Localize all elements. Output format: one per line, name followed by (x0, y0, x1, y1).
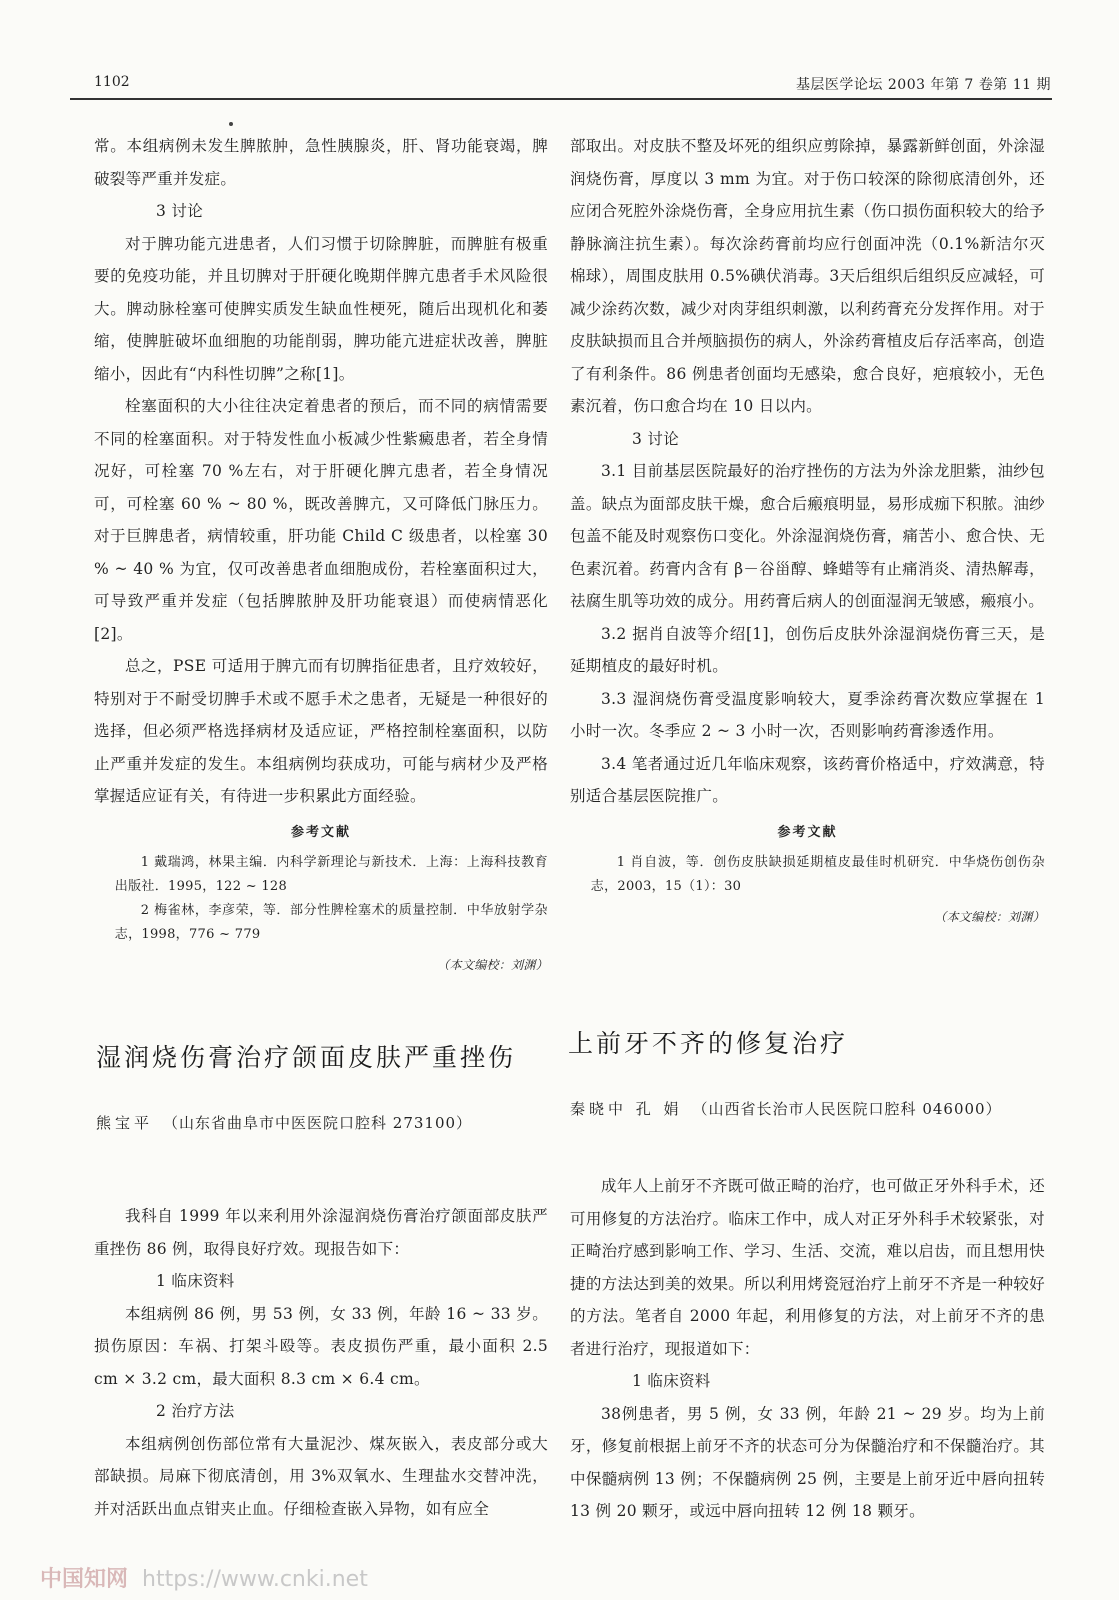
author-affiliation: （山西省长治市人民医院口腔科 046000） (692, 1100, 1002, 1118)
author-name: 秦晓中 孔 娟 (570, 1100, 683, 1118)
section-heading-discussion: 3 讨论 (632, 429, 679, 448)
journal-header: 基层医学论坛 2003 年第 7 卷第 11 期 (795, 77, 1051, 93)
author-name: 熊宝平 (96, 1114, 154, 1132)
intro-paragraph: 成年人上前牙不齐既可做正畸的治疗，也可做正牙外科手术，还可用修复的方法治疗。临床工作中，成人对正牙外科手术较紧张，对正畸治疗感到影响工作、学习、生活、交流，难以启齿，而且想用快捷的方法达到美的效果。所以利用烤瓷冠治疗上前牙不齐是一种较好的方法。笔者自 2000 年起，利用修复的方法，对上前牙不齐的患者进行治疗，现报道如下： (570, 1177, 1045, 1358)
watermark (40, 1562, 368, 1593)
page-number: 1102 (94, 74, 130, 90)
paragraph: 38例患者，男 5 例，女 33 例，年龄 21 ~ 29 岁。均为上前牙，修复前根据上前牙不齐的状态可分为保髓治疗和不保髓治疗。其中保髓病例 13 例；不保髓病例 25 例，主要是上前牙近中唇向扭转 13 例 20 颗牙，或远中唇向扭转 12 例 18 颗牙。 (570, 1404, 1045, 1520)
intro-paragraph: 我科自 1999 年以来利用外涂湿润烧伤膏治疗颌面部皮肤严重挫伤 86 例，取得良好疗效。现报告如下： (94, 1207, 548, 1258)
left-article-body (94, 1200, 548, 1525)
section-heading-method: 2 治疗方法 (156, 1402, 235, 1420)
reference-item: 2 梅雀林，李彦荣，等．部分性脾栓塞术的质量控制．中华放射学杂志，1998，776 ~ 779 (114, 903, 548, 942)
top-right-column (570, 130, 1045, 934)
section-heading-discussion: 3 讨论 (156, 202, 203, 220)
author-affiliation: （山东省曲阜市中医医院口腔科 273100） (163, 1114, 473, 1132)
top-left-column (94, 130, 548, 982)
author-line (96, 1112, 472, 1133)
paragraph: 总之，PSE 可适用于脾亢而有切脾指征患者，且疗效较好，特别对于不耐受切脾手术或不愿手术之患者，无疑是一种很好的选择，但必须严格选择病材及适应证，严格控制栓塞面积，以防止严重并发症的发生。本组病例均获成功，可能与病材少及严格掌握适应证有关，有待进一步积累此方面经验。 (94, 657, 548, 805)
article-title: 上前牙不齐的修复治疗 (568, 1029, 849, 1058)
header-rule (70, 98, 1052, 100)
references-heading: 参考文献 (290, 824, 351, 840)
reference-item: 1 肖自波，等．创伤皮肤缺损延期植皮最佳时机研究．中华烧伤创伤杂志，2003，15（1）：30 (590, 855, 1045, 894)
watermark-brand: 中国知网 (40, 1567, 129, 1592)
discussion-item: 3.1 目前基层医院最好的治疗挫伤的方法为外涂龙胆紫，油纱包盖。缺点为面部皮肤干燥，愈合后瘢痕明显，易形成痂下积脓。油纱包盖不能及时观察伤口变化。外涂湿润烧伤膏，痛苦小、愈合快、无色素沉着。药膏内含有 β－谷甾醇、蜂蜡等有止痛消炎、清热解毒，祛腐生肌等功效的成分。用药膏后病人的创面湿润无皱感，瘢痕小。 (570, 462, 1045, 610)
reference-item: 1 戴瑞鸿，林果主编．内科学新理论与新技术．上海：上海科技教育出版社．1995，122 ~ 128 (114, 855, 548, 894)
right-article-body (570, 1170, 1045, 1528)
continued-paragraph: 常。本组病例未发生脾脓肿，急性胰腺炎，肝、肾功能衰竭，脾破裂等严重并发症。 (94, 137, 548, 188)
discussion-item: 3.3 湿润烧伤膏受温度影响较大，夏季涂药膏次数应掌握在 1 小时一次。冬季应 2 ~ 3 小时一次，否则影响药膏渗透作用。 (570, 689, 1045, 740)
editor-note: （本文编校：刘渊） (934, 910, 1045, 924)
paragraph: 部取出。对皮肤不整及坏死的组织应剪除掉，暴露新鲜创面，外涂湿润烧伤膏，厚度以 3 mm 为宜。对于伤口较深的除彻底清创外，还应闭合死腔外涂烧伤膏，全身应用抗生素（伤口损伤面积较大的给予静脉滴注抗生素）。每次涂药膏前均应行创面冲洗（0.1%新洁尔灭棉球），周围皮肤用 0.5%碘伏消毒。3天后组织后组织反应减轻，可减少涂药次数，减少对肉芽组织刺激，以利药膏充分发挥作用。对于皮肤缺损而且合并颅脑损伤的病人，外涂药膏植皮后存活率高，创造了有利条件。86 例患者创面均无感染，愈合良好，疤痕较小，无色素沉着，伤口愈合均在 10 日以内。 (570, 137, 1045, 415)
section-heading-clinical: 1 临床资料 (156, 1272, 235, 1290)
author-line (570, 1098, 1002, 1119)
discussion-item: 3.4 笔者通过近几年临床观察，该药膏价格适中，疗效满意，特别适合基层医院推广。 (570, 754, 1045, 805)
paragraph: 本组病例创伤部位常有大量泥沙、煤灰嵌入，表皮部分或大部缺损。局麻下彻底清创，用 3%双氧水、生理盐水交替冲洗，并对活跃出血点钳夹止血。仔细检查嵌入异物，如有应全 (94, 1434, 548, 1518)
paragraph: 对于脾功能亢进患者，人们习惯于切除脾脏，而脾脏有极重要的免疫功能，并且切脾对于肝硬化晚期伴脾亢患者手术风险很大。脾动脉栓塞可使脾实质发生缺血性梗死，随后出现机化和萎缩，使脾脏破坏血细胞的功能削弱，脾功能亢进症状改善，脾脏缩小，因此有“内科性切脾”之称[1]。 (94, 234, 548, 383)
article-title: 湿润烧伤膏治疗颌面皮肤严重挫伤 (96, 1043, 517, 1072)
watermark-url: https://www.cnki.net (142, 1567, 368, 1592)
paragraph: 本组病例 86 例，男 53 例，女 33 例，年龄 16 ~ 33 岁。损伤原因：车祸、打架斗殴等。表皮损伤严重，最小面积 2.5 cm × 3.2 cm，最大面积 8.3 cm × 6.4 cm。 (94, 1304, 548, 1388)
paragraph: 栓塞面积的大小往往决定着患者的预后，而不同的病情需要不同的栓塞面积。对于特发性血小板减少性紫癜患者，若全身情况好，可栓塞 70 %左右，对于肝硬化脾亢患者，若全身情况可，可栓塞 60 % ~ 80 %，既改善脾亢，又可降低门脉压力。对于巨脾患者，病情较重，肝功能 Child C 级患者，以栓塞 30 % ~ 40 % 为宜，仅可改善患者血细胞成份，若栓塞面积过大，可导致严重并发症（包括脾脓肿及肝功能衰退）而使病情恶化[2]。 (94, 397, 548, 643)
discussion-item: 3.2 据肖自波等介绍[1]，创伤后皮肤外涂湿润烧伤膏三天，是延期植皮的最好时机。 (570, 624, 1045, 675)
section-heading-clinical: 1 临床资料 (632, 1372, 711, 1390)
stray-mark (229, 122, 233, 126)
editor-note: （本文编校：刘渊） (437, 958, 548, 972)
references-heading: 参考文献 (777, 824, 838, 840)
